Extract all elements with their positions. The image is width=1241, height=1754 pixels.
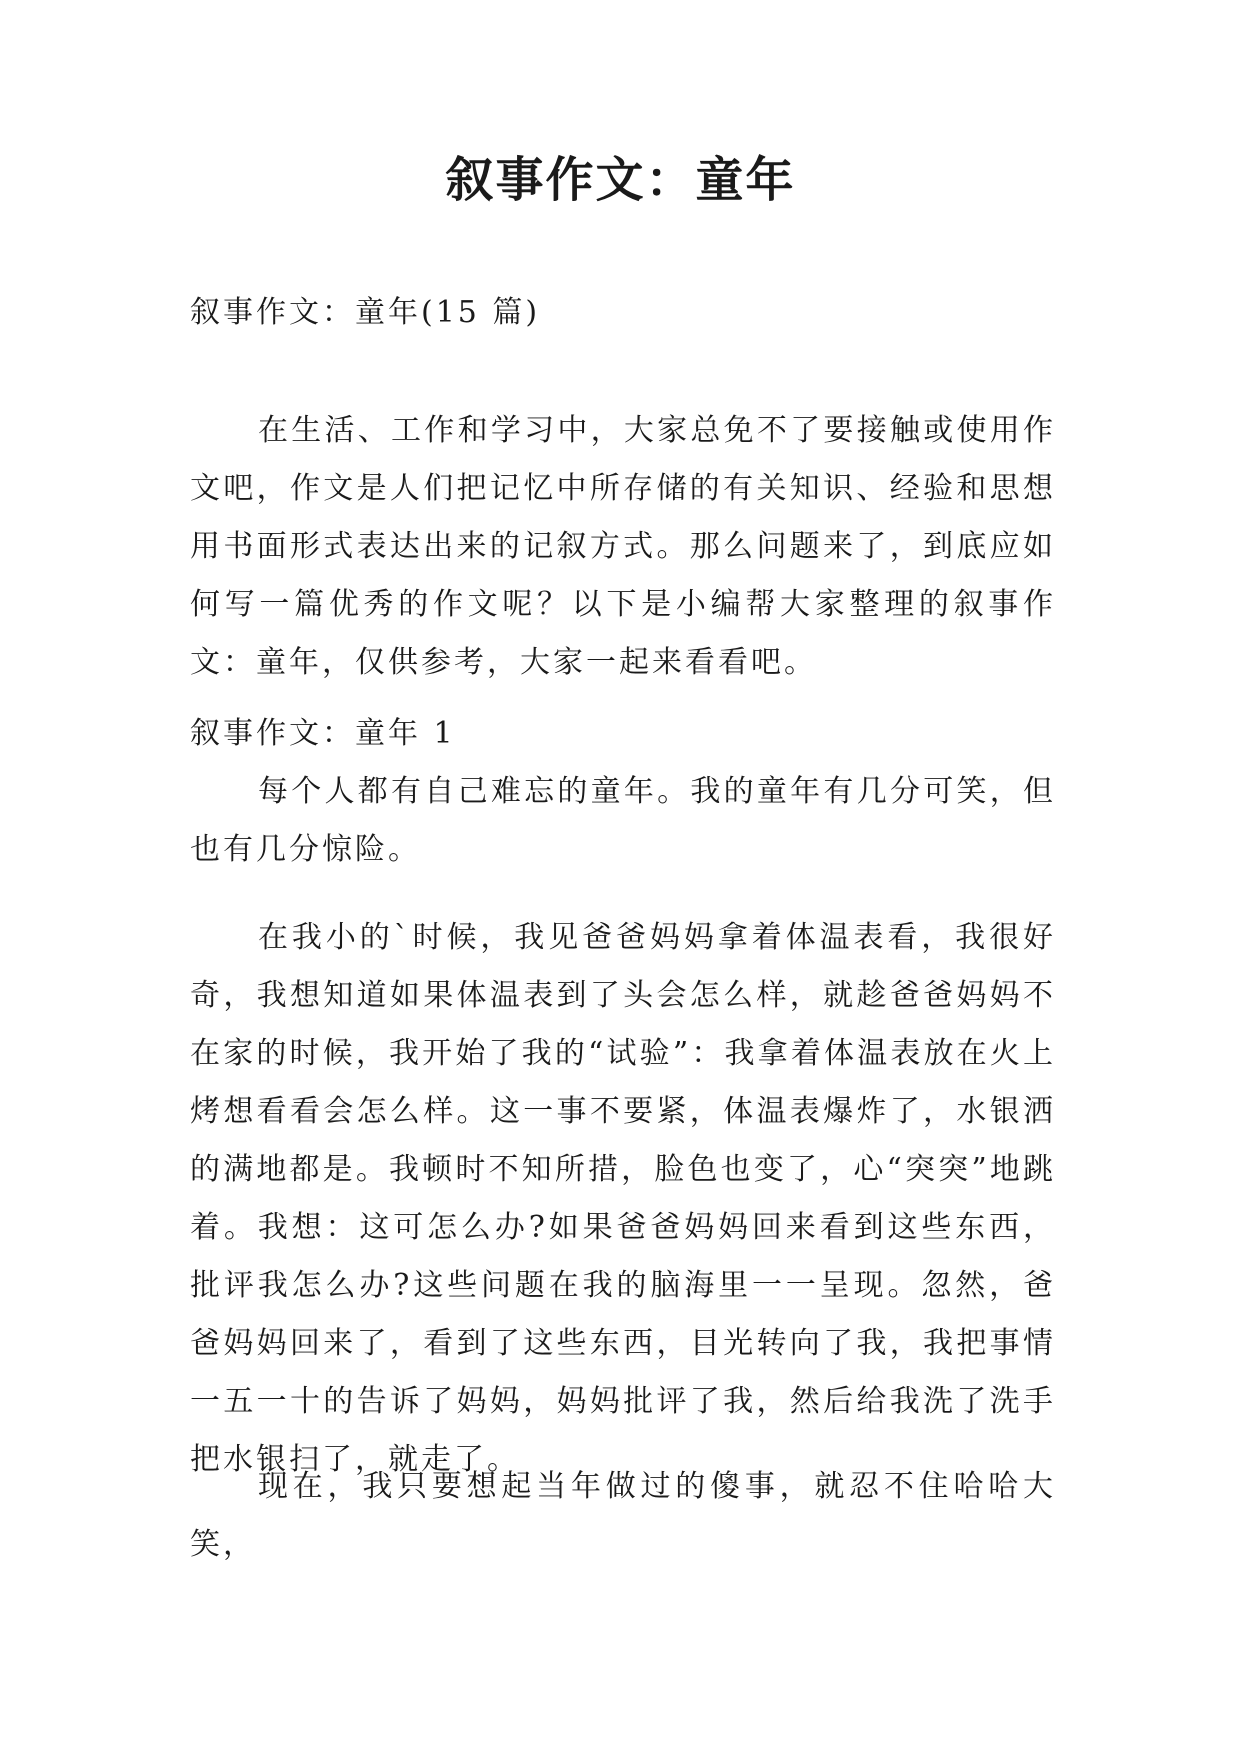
page-title: 叙事作文：童年: [445, 152, 796, 208]
body-paragraph-1: 每个人都有自己难忘的童年。我的童年有几分可笑，但也有几分惊险。: [190, 774, 1056, 867]
body-paragraph-2: 在我小的`时候，我见爸爸妈妈拿着体温表看，我很好奇，我想知道如果体温表到了头会怎么样，就趁爸爸妈妈不在家的时候，我开始了我的“试验”：我拿着体温表放在火上烤想看看会怎么样。这一事不要紧，体温表爆炸了，水银洒的满地都是。我顿时不知所措，脸色也变了，心“突突”地跳着。我想：这可怎么办?如果爸爸妈妈回来看到这些东西，批评我怎么办?这些问题在我的脑海里一一呈现。忽然，爸爸妈妈回来了，看到了这些东西，目光转向了我，我把事情一五一十的告诉了妈妈，妈妈批评了我，然后给我洗了洗手把水银扫了，就走了。: [190, 920, 1056, 1477]
body-paragraph-3: 现在，我只要想起当年做过的傻事，就忍不住哈哈大笑，: [190, 1469, 1056, 1562]
document-subtitle: 叙事作文：童年(15 篇): [190, 295, 541, 330]
section-heading: 叙事作文：童年 1: [190, 716, 456, 751]
intro-paragraph: 在生活、工作和学习中，大家总免不了要接触或使用作文吧，作文是人们把记忆中所存储的有关知识、经验和思想用书面形式表达出来的记叙方式。那么问题来了，到底应如何写一篇优秀的作文呢？以下是小编帮大家整理的叙事作文：童年，仅供参考，大家一起来看看吧。: [190, 413, 1056, 680]
